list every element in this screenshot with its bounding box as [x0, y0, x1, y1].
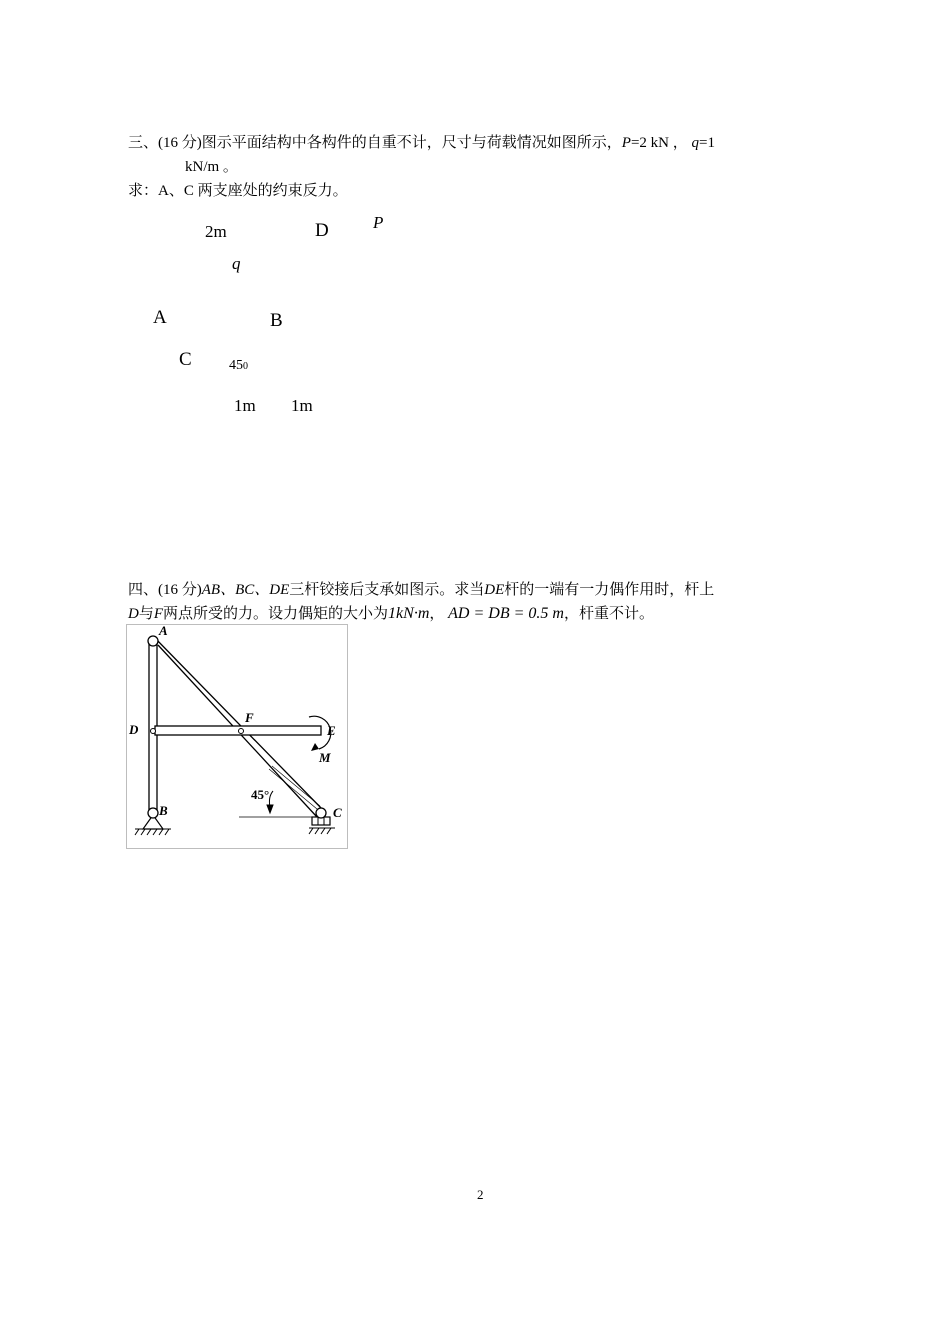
- q4-moment: 1kN·m: [388, 605, 430, 622]
- q3-line2: kN/m 。: [185, 159, 238, 175]
- support-c: [309, 817, 335, 834]
- q4-close: ): [196, 582, 202, 598]
- pin-c: [316, 808, 326, 818]
- q3-dim-left: 1m: [234, 396, 256, 415]
- q4-f: F: [153, 606, 164, 622]
- q4-prefix: 四、(: [128, 582, 163, 598]
- pin-b: [148, 808, 158, 818]
- q4-text2-c: ，杆重不计。: [563, 606, 654, 622]
- support-b-ground: [135, 829, 171, 835]
- q4-line2: [128, 604, 654, 624]
- q4-text2-b: 两点所受的力。设力偶矩的大小为: [163, 606, 389, 622]
- q4-equation: AD = DB = 0.5 m: [448, 605, 564, 622]
- moment-arrowhead: [311, 743, 319, 751]
- q3-dim-right: 1m: [291, 396, 313, 415]
- q3-point-b: B: [270, 310, 283, 331]
- q4-label-m: M: [319, 750, 331, 765]
- q3-angle-sup: 0: [243, 361, 248, 372]
- q3-statement: 图示平面结构中各构件的自重不计，尺寸与荷载情况如图所示，: [201, 135, 622, 151]
- q3-load-p: P: [373, 213, 384, 232]
- q3-close: ): [196, 135, 202, 151]
- q4-label-e: E: [327, 723, 336, 738]
- q3-angle: [229, 358, 248, 374]
- q3-p-val: =2 kN ，: [630, 135, 688, 151]
- q4-bars: AB、BC、DE: [201, 582, 290, 598]
- pin-d: [151, 729, 156, 734]
- q3-point-a: A: [153, 307, 167, 328]
- q4-d: D: [128, 606, 139, 622]
- q3-point-c: C: [179, 349, 192, 370]
- q4-label-f: F: [245, 710, 254, 725]
- q4-figure: [126, 624, 348, 849]
- q3-point-d: D: [315, 220, 329, 241]
- bar-de: [155, 726, 321, 735]
- q3-p-var: P: [621, 135, 631, 151]
- q4-label-c: C: [333, 805, 342, 820]
- q4-text-a: 三杆铰接后支承如图示。求当: [289, 582, 485, 598]
- q3-q-var: q: [691, 135, 699, 151]
- q4-text2-a: 与: [138, 606, 154, 622]
- q4-label-a: A: [159, 623, 168, 638]
- pin-a: [148, 636, 158, 646]
- q3-q-val: =1: [699, 135, 715, 151]
- q3-prefix: 三、(: [128, 135, 163, 151]
- q4-label-d: D: [129, 722, 139, 737]
- pin-f: [239, 729, 244, 734]
- q4-de: DE: [484, 582, 505, 598]
- q3-line1: [128, 133, 715, 153]
- q3-angle-value: 45: [229, 358, 243, 373]
- q3-load-q: q: [232, 254, 241, 273]
- q4-sep: ，: [429, 606, 445, 622]
- q4-label-b: B: [159, 803, 168, 818]
- q3-line3: 求：A、C 两支座处的约束反力。: [128, 183, 348, 199]
- q3-dim-top: 2m: [205, 222, 227, 241]
- q3-score: 16 分: [163, 135, 197, 151]
- q4-text-b: 杆的一端有一力偶作用时，杆上: [504, 582, 715, 598]
- q4-label-angle: 45°: [251, 787, 270, 802]
- page-number: 2: [477, 1187, 484, 1202]
- q4-line1: [128, 580, 714, 600]
- q4-score: 16 分: [163, 582, 197, 598]
